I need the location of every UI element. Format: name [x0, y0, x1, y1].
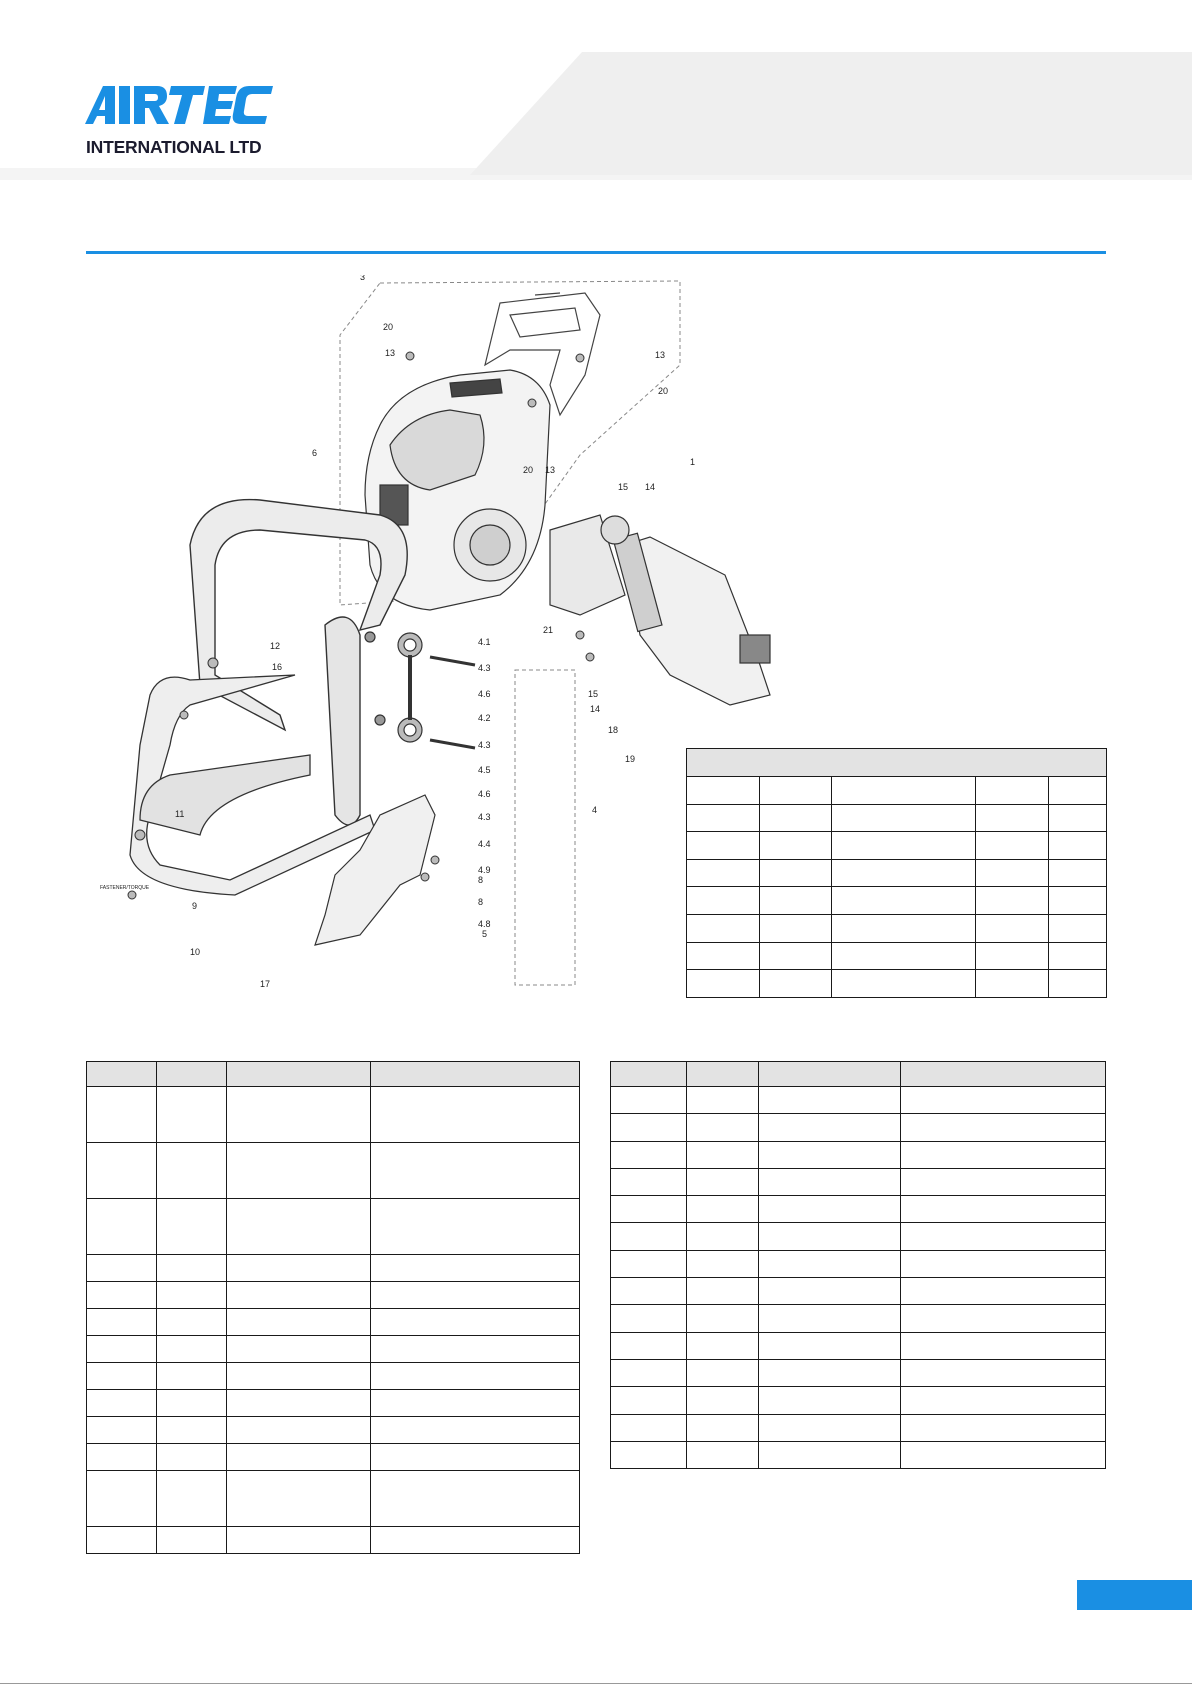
callout-11: 11 [175, 809, 185, 819]
gearbox-part [550, 515, 770, 705]
parts-table-left [86, 1061, 580, 1554]
callout-16: 16 [272, 662, 283, 672]
callout-4-3c: 4.3 [478, 812, 491, 822]
table-row [87, 1527, 580, 1554]
table-row [87, 1282, 580, 1309]
callout-13a: 13 [385, 348, 396, 358]
table-row [611, 1305, 1106, 1332]
small-label: FASTENER/TORQUE [100, 885, 150, 891]
callout-4-3b: 4.3 [478, 740, 491, 750]
table-row [611, 1141, 1106, 1168]
table-row [611, 1168, 1106, 1195]
table-row [611, 1414, 1106, 1441]
guard-plate-part [315, 795, 435, 945]
callout-20c: 20 [523, 465, 534, 475]
callout-14b: 14 [590, 704, 601, 714]
table-row [611, 1332, 1106, 1359]
table-row [687, 887, 1107, 915]
callout-19: 19 [625, 754, 636, 764]
callout-9: 9 [192, 901, 198, 911]
callout-13b: 13 [655, 350, 666, 360]
table-row [87, 1471, 580, 1527]
table-row [611, 1387, 1106, 1414]
callout-4-4: 4.4 [478, 839, 491, 849]
table-row [87, 1363, 580, 1390]
callout-4-1: 4.1 [478, 637, 491, 647]
callout-12: 12 [270, 641, 281, 651]
table-row [87, 1444, 580, 1471]
callout-10: 10 [190, 947, 201, 957]
table-row [87, 1255, 580, 1282]
callout-4-3a: 4.3 [478, 663, 491, 673]
table-row [687, 914, 1107, 942]
table-row [611, 1114, 1106, 1141]
callout-5: 5 [482, 929, 488, 939]
table-row [87, 1087, 580, 1143]
table-row [87, 1199, 580, 1255]
callout-4-5: 4.5 [478, 765, 491, 775]
callout-15b: 15 [588, 689, 599, 699]
table-title-row [687, 749, 1107, 777]
table-row [611, 1250, 1106, 1277]
callout-17: 17 [260, 979, 271, 989]
callout-20b: 20 [658, 386, 669, 396]
table-row [611, 1196, 1106, 1223]
table-row [687, 804, 1107, 832]
callout-8a: 8 [478, 875, 484, 885]
table-row [611, 1223, 1106, 1250]
parts-table-right [610, 1061, 1106, 1469]
table-row [687, 777, 1107, 805]
callout-15a: 15 [618, 482, 629, 492]
link-assembly-part [365, 632, 475, 748]
table-row [687, 970, 1107, 998]
table-row [687, 942, 1107, 970]
callout-13c: 13 [545, 465, 556, 475]
parts-table-top [686, 748, 1107, 998]
callout-6: 6 [312, 448, 318, 458]
callout-21: 21 [543, 625, 554, 635]
callout-4-6b: 4.6 [478, 789, 491, 799]
header-rule [86, 251, 1106, 254]
table-row [611, 1359, 1106, 1386]
table-row [87, 1336, 580, 1363]
callout-4-8: 4.8 [478, 919, 491, 929]
callout-14a: 14 [645, 482, 656, 492]
company-subtitle: INTERNATIONAL LTD [86, 137, 262, 157]
page-number-tab [1077, 1580, 1192, 1610]
callout-4-2: 4.2 [478, 713, 491, 723]
callout-1: 1 [690, 457, 696, 467]
table-row [611, 1087, 1106, 1114]
table-row [687, 859, 1107, 887]
table-row [87, 1309, 580, 1336]
callout-20a: 20 [383, 322, 394, 332]
callout-3: 3 [360, 275, 366, 282]
table-row [87, 1417, 580, 1444]
table-row [87, 1143, 580, 1199]
table-header-row [87, 1062, 580, 1087]
footer-line [0, 1683, 1192, 1684]
table-row [87, 1390, 580, 1417]
table-row [611, 1441, 1106, 1468]
callout-4-9: 4.9 [478, 865, 491, 875]
callout-8b: 8 [478, 897, 484, 907]
table-row [611, 1278, 1106, 1305]
table-header-row [611, 1062, 1106, 1087]
callout-18: 18 [608, 725, 619, 735]
table-row [687, 832, 1107, 860]
callout-4: 4 [592, 805, 598, 815]
callout-4-6a: 4.6 [478, 689, 491, 699]
